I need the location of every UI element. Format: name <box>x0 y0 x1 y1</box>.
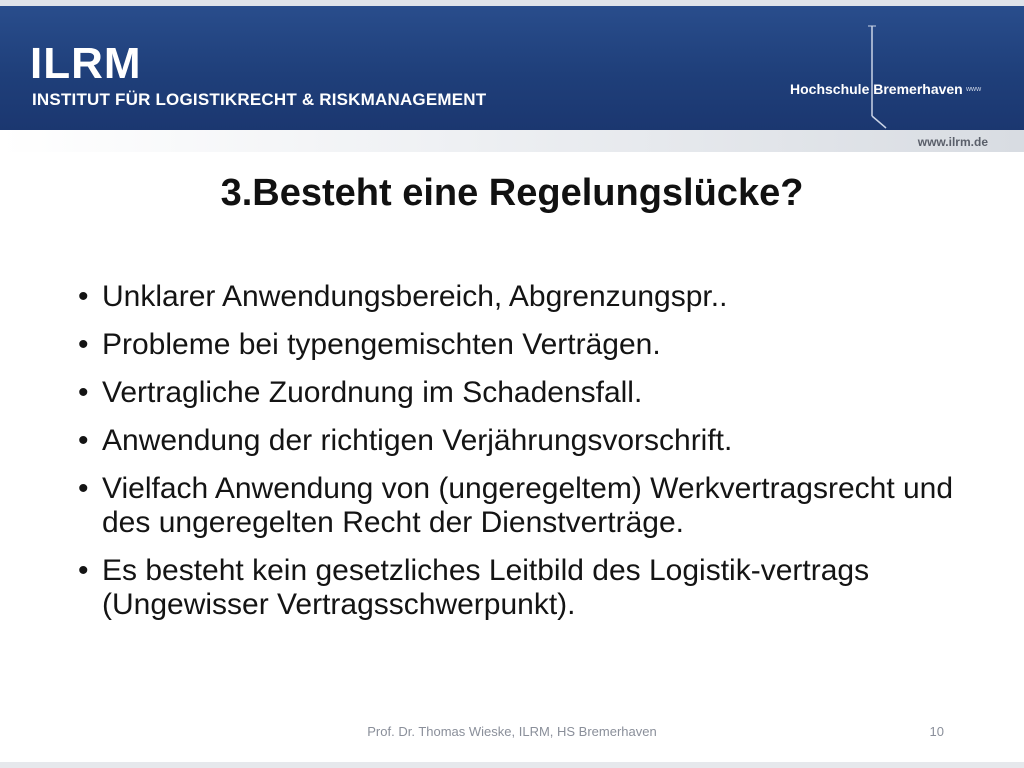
footer-author: Prof. Dr. Thomas Wieske, ILRM, HS Bremerhaven <box>367 724 657 739</box>
slide-title: 3.Besteht eine Regelungslücke? <box>220 172 804 214</box>
bullet-item: • Unklarer Anwendungsbereich, Abgrenzungspr.. <box>78 280 978 314</box>
url-band <box>0 130 1024 152</box>
bottom-edge <box>0 762 1024 768</box>
bullet-item: • Es besteht kein gesetzliches Leitbild des Logistik-vertrags (Ungewisser Vertragsschwerpunkt). <box>78 554 978 622</box>
bullet-item: • Probleme bei typengemischten Verträgen. <box>78 328 978 362</box>
institute-name: INSTITUT FÜR LOGISTIKRECHT & RISKMANAGEMENT <box>32 90 487 109</box>
bullet-item: • Vertragliche Zuordnung im Schadensfall. <box>78 376 978 410</box>
header-banner <box>0 6 1024 130</box>
ilrm-logo: ILRM <box>30 39 142 88</box>
university-logo-suffix: www <box>966 86 982 93</box>
bullet-item: • Anwendung der richtigen Verjährungsvorschrift. <box>78 424 978 458</box>
bullet-list <box>78 280 978 636</box>
decorative-line-icon <box>868 16 908 128</box>
page-number: 10 <box>929 724 944 739</box>
website-url: www.ilrm.de <box>917 135 988 149</box>
bullet-item: • Vielfach Anwendung von (ungeregeltem) Werkvertragsrecht und des ungeregelten Recht der Dienstverträge. <box>78 472 978 540</box>
university-logo-text: Hochschule Bremerhaven <box>790 81 963 97</box>
